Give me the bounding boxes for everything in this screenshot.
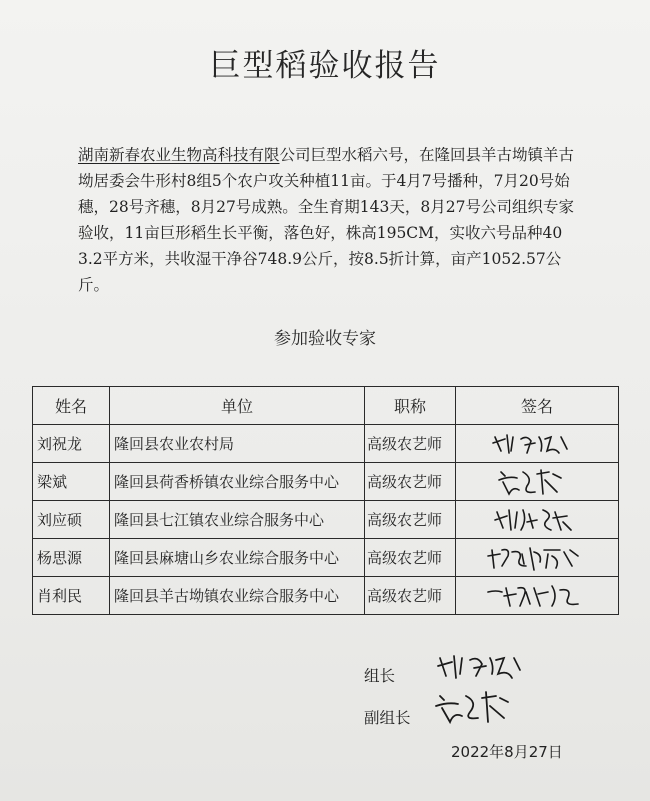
header-name: 姓名 [33,387,110,425]
expert-signature [456,425,619,463]
experts-table [32,386,619,615]
handwritten-signature-icon [482,580,592,612]
table-header-row [33,387,619,425]
expert-signature [456,501,619,539]
header-signature: 签名 [456,387,619,425]
expert-title: 高级农艺师 [365,501,456,539]
expert-name: 杨思源 [33,539,110,577]
expert-name: 肖利民 [33,577,110,615]
expert-signature [456,577,619,615]
table-row [33,539,619,577]
leader-label: 组长 [364,667,396,685]
handwritten-signature-icon [487,466,587,498]
handwritten-signature-icon [482,542,592,574]
report-date: 2022年8月27日 [451,743,563,761]
table-row [33,577,619,615]
vice-leader-signature-icon [428,688,528,728]
table-row [33,463,619,501]
expert-unit: 隆回县羊古坳镇农业综合服务中心 [110,577,365,615]
expert-title: 高级农艺师 [365,577,456,615]
expert-unit: 隆回县农业农村局 [110,425,365,463]
expert-signature [456,463,619,501]
expert-title: 高级农艺师 [365,425,456,463]
header-title: 职称 [365,387,456,425]
report-body [78,142,576,298]
table-row [33,501,619,539]
handwritten-signature-icon [487,504,587,536]
expert-unit: 隆回县荷香桥镇农业综合服务中心 [110,463,365,501]
vice-leader-label: 副组长 [364,709,411,727]
report-body-text: 公司巨型水稻六号，在隆回县羊古坳镇羊古坳居委会牛形村8组5个农户攻关种植11亩。于4月7号播种，7月20号始穗，28号齐穗，8月27号成熟。全生育期143天，8月27号公司组织专家验收，11亩巨形稻生长平衡，落色好，株高195CM，实收六号品种403.2平方米，共收湿干净谷748.9公斤，按8.5折计算，亩产1052.57公斤。 [78,146,575,294]
expert-name: 刘应硕 [33,501,110,539]
report-title: 巨型稻验收报告 [209,48,441,84]
experts-subtitle: 参加验收专家 [274,329,376,349]
expert-title: 高级农艺师 [365,539,456,577]
expert-title: 高级农艺师 [365,463,456,501]
leader-signature-icon [432,648,532,684]
handwritten-signature-icon [487,429,587,459]
table-row [33,425,619,463]
expert-name: 刘祝龙 [33,425,110,463]
company-name: 湖南新春农业生物高科技有限 [78,146,280,164]
expert-unit: 隆回县七江镇农业综合服务中心 [110,501,365,539]
expert-unit: 隆回县麻塘山乡农业综合服务中心 [110,539,365,577]
header-unit: 单位 [110,387,365,425]
expert-name: 梁斌 [33,463,110,501]
expert-signature [456,539,619,577]
